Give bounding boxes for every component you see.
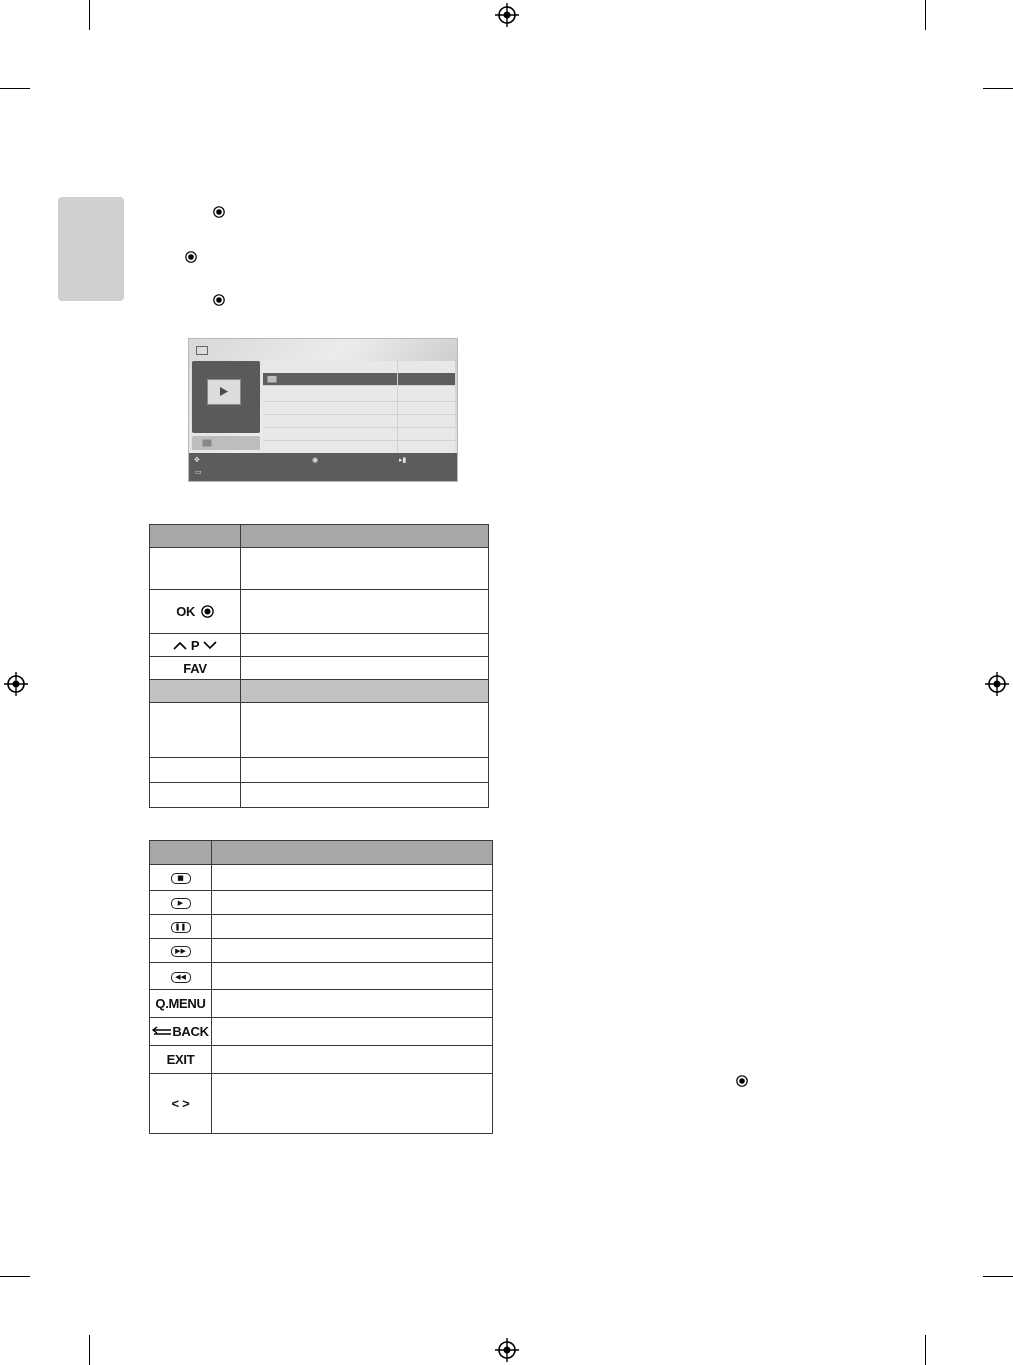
table-header bbox=[150, 525, 241, 548]
table-cell bbox=[212, 1046, 493, 1074]
column-divider bbox=[397, 361, 398, 453]
table-header bbox=[150, 841, 212, 865]
table-header bbox=[241, 525, 489, 548]
table-row bbox=[150, 1046, 493, 1074]
table-cell bbox=[212, 891, 493, 915]
table-cell bbox=[150, 657, 241, 680]
table-row bbox=[150, 634, 489, 657]
table-cell bbox=[150, 1046, 212, 1074]
table-row bbox=[150, 891, 493, 915]
crop-mark bbox=[925, 1335, 926, 1365]
folder-icon bbox=[202, 439, 212, 447]
table-cell bbox=[212, 915, 493, 939]
guide-bar bbox=[189, 453, 457, 481]
ok-button-icon bbox=[213, 294, 225, 306]
usb-device-button[interactable] bbox=[192, 436, 260, 450]
video-thumbnail bbox=[207, 379, 241, 405]
qmenu-key-label: Q.MENU bbox=[155, 996, 206, 1011]
table-row bbox=[150, 1074, 493, 1134]
table-cell bbox=[241, 657, 489, 680]
table-cell bbox=[150, 634, 241, 657]
ok-button-icon bbox=[201, 605, 214, 618]
list-item[interactable] bbox=[263, 373, 455, 386]
table-cell bbox=[241, 703, 489, 758]
table-cell bbox=[150, 548, 241, 590]
table-cell bbox=[150, 703, 241, 758]
table-cell bbox=[150, 891, 212, 915]
table-header-row bbox=[150, 841, 493, 865]
table-cell bbox=[241, 590, 489, 634]
crop-mark bbox=[89, 0, 90, 30]
table-row bbox=[150, 783, 489, 808]
ok-button-icon bbox=[736, 1075, 748, 1087]
function-table bbox=[149, 524, 489, 808]
navigate-icon: ✥ bbox=[194, 456, 200, 464]
crop-mark bbox=[0, 1276, 30, 1277]
crop-mark bbox=[0, 88, 30, 89]
ok-icon: ◉ bbox=[312, 456, 319, 464]
table-row bbox=[150, 963, 493, 990]
tv-screen-illustration bbox=[188, 338, 458, 482]
side-tab bbox=[58, 197, 124, 301]
table-cell bbox=[241, 548, 489, 590]
table-cell bbox=[150, 1074, 212, 1134]
registration-mark-icon bbox=[494, 1337, 520, 1363]
crop-mark bbox=[983, 88, 1013, 89]
table-subheader-row bbox=[150, 680, 489, 703]
registration-mark-icon bbox=[494, 2, 520, 28]
play-icon bbox=[219, 386, 229, 397]
rewind-icon: ◀◀ bbox=[171, 972, 191, 983]
table-cell bbox=[150, 865, 212, 891]
table-row bbox=[150, 1018, 493, 1046]
table-cell bbox=[150, 1018, 212, 1046]
list-item[interactable] bbox=[263, 428, 455, 441]
table-row bbox=[150, 915, 493, 939]
ok-button-icon bbox=[185, 251, 197, 263]
ok-key-label: OK bbox=[176, 604, 196, 619]
crop-mark bbox=[925, 0, 926, 30]
table-row bbox=[150, 990, 493, 1018]
registration-mark-icon bbox=[3, 671, 29, 697]
table-row bbox=[150, 703, 489, 758]
chevron-up-icon bbox=[173, 641, 187, 650]
list-item[interactable] bbox=[263, 389, 455, 402]
back-arrow-icon bbox=[152, 1026, 172, 1036]
table-row bbox=[150, 657, 489, 680]
table-cell bbox=[150, 915, 212, 939]
table-cell bbox=[241, 680, 489, 703]
file-list bbox=[263, 361, 455, 453]
program-key-label: P bbox=[190, 637, 200, 653]
table-header-row bbox=[150, 525, 489, 548]
play-icon: ▶ bbox=[171, 898, 191, 909]
table-cell bbox=[212, 990, 493, 1018]
table-row bbox=[150, 758, 489, 783]
fast-forward-icon: ▶▶ bbox=[171, 946, 191, 957]
pause-icon: ❚❚ bbox=[171, 922, 191, 933]
back-key-label: BACK bbox=[172, 1024, 209, 1039]
table-row bbox=[150, 865, 493, 891]
table-cell bbox=[150, 590, 241, 634]
table-cell bbox=[150, 963, 212, 990]
table-row bbox=[150, 548, 489, 590]
photo-icon bbox=[196, 346, 208, 355]
table-cell bbox=[212, 1018, 493, 1046]
table-cell bbox=[212, 865, 493, 891]
table-cell bbox=[241, 634, 489, 657]
stop-icon: ■ bbox=[171, 873, 191, 884]
table-cell bbox=[150, 758, 241, 783]
table-cell bbox=[150, 680, 241, 703]
table-cell bbox=[212, 963, 493, 990]
table-row bbox=[150, 939, 493, 963]
table-cell bbox=[150, 783, 241, 808]
fav-key-label: FAV bbox=[183, 660, 207, 676]
table-cell bbox=[241, 758, 489, 783]
list-item[interactable] bbox=[263, 415, 455, 428]
list-item[interactable] bbox=[263, 402, 455, 415]
page-icon: ▭ bbox=[195, 468, 202, 476]
playback-button-table bbox=[149, 840, 493, 1134]
table-row bbox=[150, 590, 489, 634]
table-cell bbox=[212, 939, 493, 963]
table-cell bbox=[150, 939, 212, 963]
registration-mark-icon bbox=[984, 671, 1010, 697]
exit-key-label: EXIT bbox=[166, 1052, 195, 1067]
table-cell bbox=[212, 1074, 493, 1134]
table-cell bbox=[241, 783, 489, 808]
back-icon: ▸▮ bbox=[399, 456, 407, 464]
folder-icon bbox=[267, 375, 277, 383]
crop-mark bbox=[89, 1335, 90, 1365]
table-cell bbox=[150, 990, 212, 1018]
crop-mark bbox=[983, 1276, 1013, 1277]
table-header bbox=[212, 841, 493, 865]
ok-button-icon bbox=[213, 206, 225, 218]
left-right-key-label: < > bbox=[171, 1096, 190, 1111]
chevron-down-icon bbox=[203, 641, 217, 650]
